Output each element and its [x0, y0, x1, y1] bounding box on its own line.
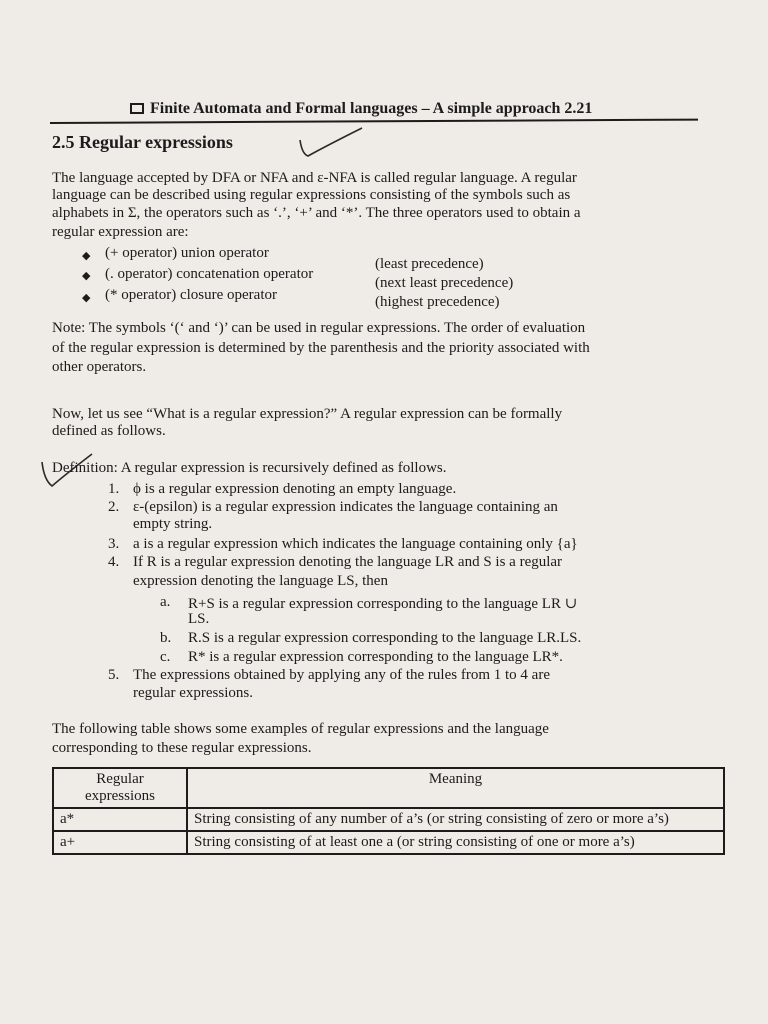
definition-subitem: R+S is a regular expression corresponding to the language LR ∪ — [188, 596, 578, 612]
table-cell-expression: a* — [53, 808, 187, 831]
item-number: 5. — [108, 667, 120, 683]
definition-item: a is a regular expression which indicates the language containing only {a} — [133, 536, 578, 552]
definition-item-continued: empty string. — [133, 516, 213, 532]
table-intro-line-1: The following table shows some examples of regular expressions and the language — [52, 721, 549, 737]
operator-precedence: (next least precedence) — [375, 275, 514, 291]
table-header-cell: Meaning — [187, 768, 724, 808]
operator-precedence: (least precedence) — [375, 256, 484, 272]
operator-name: (+ operator) union operator — [105, 245, 269, 261]
definition-item-continued: regular expressions. — [133, 685, 253, 701]
diamond-bullet-icon: ◆ — [82, 270, 91, 282]
table-cell-expression: a+ — [53, 831, 187, 854]
running-subtitle: – A simple approach 2.21 — [421, 100, 593, 117]
definition-item: ϕ is a regular expression denoting an empty language. — [133, 481, 457, 497]
subitem-letter: c. — [160, 649, 171, 665]
intro-line-4: regular expression are: — [52, 224, 189, 240]
section-title: 2.5 Regular expressions — [52, 132, 233, 152]
intro-line-2: language can be described using regular expressions consisting of the symbols such as — [52, 187, 571, 203]
item-number: 2. — [108, 499, 120, 515]
operator-name: (* operator) closure operator — [105, 287, 278, 303]
now-line-2: defined as follows. — [52, 423, 166, 439]
table-header-cell: Regular expressions — [53, 768, 187, 808]
running-header — [130, 100, 592, 118]
definition-item-continued: expression denoting the language LS, then — [133, 573, 388, 589]
definition-item: The expressions obtained by applying any of the rules from 1 to 4 are — [133, 667, 550, 683]
handwritten-check-icon — [296, 124, 366, 164]
intro-line-1: The language accepted by DFA or NFA and ε-NFA is called regular language. A regular — [52, 170, 577, 186]
operator-precedence: (highest precedence) — [375, 294, 500, 310]
running-title: Finite Automata and Formal languages — [150, 100, 418, 117]
definition-subitem: R* is a regular expression corresponding to the language LR*. — [188, 649, 563, 665]
note-line-3: other operators. — [52, 359, 147, 375]
book-icon — [130, 103, 144, 114]
subitem-letter: b. — [160, 630, 172, 646]
item-number: 1. — [108, 481, 120, 497]
subitem-letter: a. — [160, 594, 171, 610]
table-cell-meaning: String consisting of at least one a (or string consisting of one or more a’s) — [187, 831, 724, 854]
now-line-1: Now, let us see “What is a regular expression?” A regular expression can be formally — [52, 406, 563, 422]
table-intro-line-2: corresponding to these regular expressions. — [52, 740, 312, 756]
table-row — [53, 831, 724, 854]
diamond-bullet-icon: ◆ — [82, 250, 91, 262]
examples-table — [52, 767, 725, 855]
note-line-1: Note: The symbols ‘(‘ and ‘)’ can be used in regular expressions. The order of evaluation — [52, 320, 586, 336]
table-row — [53, 808, 724, 831]
definition-intro: Definition: A regular expression is recursively defined as follows. — [52, 460, 447, 476]
table-cell-meaning: String consisting of any number of a’s (or string consisting of zero or more a’s) — [187, 808, 724, 831]
operator-name: (. operator) concatenation operator — [105, 266, 314, 282]
definition-item: If R is a regular expression denoting the language LR and S is a regular — [133, 554, 563, 570]
item-number: 3. — [108, 536, 120, 552]
diamond-bullet-icon: ◆ — [82, 292, 91, 304]
note-line-2: of the regular expression is determined by the parenthesis and the priority associated with — [52, 340, 590, 356]
header-rule — [50, 119, 698, 124]
item-number: 4. — [108, 554, 120, 570]
definition-subitem-continued: LS. — [188, 611, 210, 627]
intro-line-3: alphabets in Σ, the operators such as ‘.’, ‘+’ and ‘*’. The three operators used to obtain a — [52, 205, 581, 221]
definition-item: ε-(epsilon) is a regular expression indicates the language containing an — [133, 499, 558, 515]
definition-subitem: R.S is a regular expression corresponding to the language LR.LS. — [188, 630, 582, 646]
table-header-row — [53, 768, 724, 808]
